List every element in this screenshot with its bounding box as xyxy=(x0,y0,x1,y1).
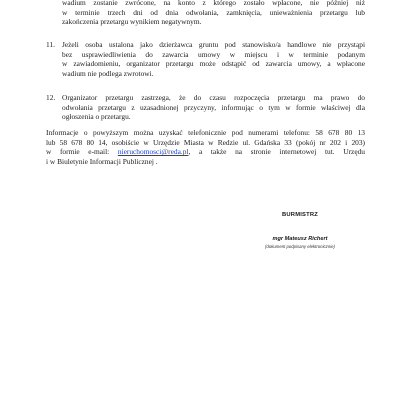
text-line: w zawiadomieniu, organizator przetargu może odstąpić od zawarcia umowy, a wpłacone xyxy=(62,59,365,69)
text-line: wadium zostanie zwrócone, na konto z którego zostało wpłacone, nie później niż xyxy=(62,0,365,7)
signature-note: (dokument podpisany elektronicznie) xyxy=(265,244,335,249)
paragraph-item-12 xyxy=(62,93,365,122)
text-line: ogłoszenia o przetargu. xyxy=(62,112,131,122)
text-line: bez usprawiedliwienia do zawarcia umowy w miejscu i w terminie podanym xyxy=(62,49,365,59)
email-link[interactable]: nieruchomosci@reda.pl xyxy=(117,147,189,157)
text-line: zakończenia przetargu wynikiem negatywnym. xyxy=(62,17,202,27)
text-line: lub 58 678 80 14, osobiście w Urzędzie Miasta w Redzie ul. Gdańska 33 (pokój nr 202 i 203) xyxy=(46,137,365,147)
text-line: odwołania przetargu z uzasadnionej przyczyny, informując o tym w formie właściwej dla xyxy=(62,102,365,112)
text-line xyxy=(46,147,365,157)
contact-info-paragraph xyxy=(46,128,365,166)
text-line: i w Biuletynie Informacji Publicznej . xyxy=(46,156,158,166)
text-line: w terminie trzech dni od dnia odwołania, zamknięcia, unieważnienia przetargu lub xyxy=(62,7,365,17)
text-line: Organizator przetargu zastrzega, że do czasu rozpoczęcia przetargu ma prawo do xyxy=(62,93,365,102)
signature-title: BURMISTRZ xyxy=(282,212,318,218)
email-suffix: , a także na stronie internetowej tut. Urzędu xyxy=(188,147,365,157)
email-prefix: w formie e-mail: xyxy=(46,147,118,157)
text-line: wadium nie podlega zwrotowi. xyxy=(62,68,154,78)
text-line: Jeżeli osoba ustalona jako dzierżawca gruntu pod stanowisko/a handlowe nie przystąpi xyxy=(62,40,365,49)
paragraph-wadium-return xyxy=(62,0,365,27)
item-number-11: 11. xyxy=(46,40,55,49)
signature-name: mgr Mateusz Richert xyxy=(272,236,328,242)
text-line: Informacje o powyższym można uzyskać telefonicznie pod numerami telefonu: 58 678 80 13 xyxy=(46,128,365,137)
item-number-12: 12. xyxy=(46,93,56,102)
paragraph-item-11 xyxy=(62,40,365,78)
